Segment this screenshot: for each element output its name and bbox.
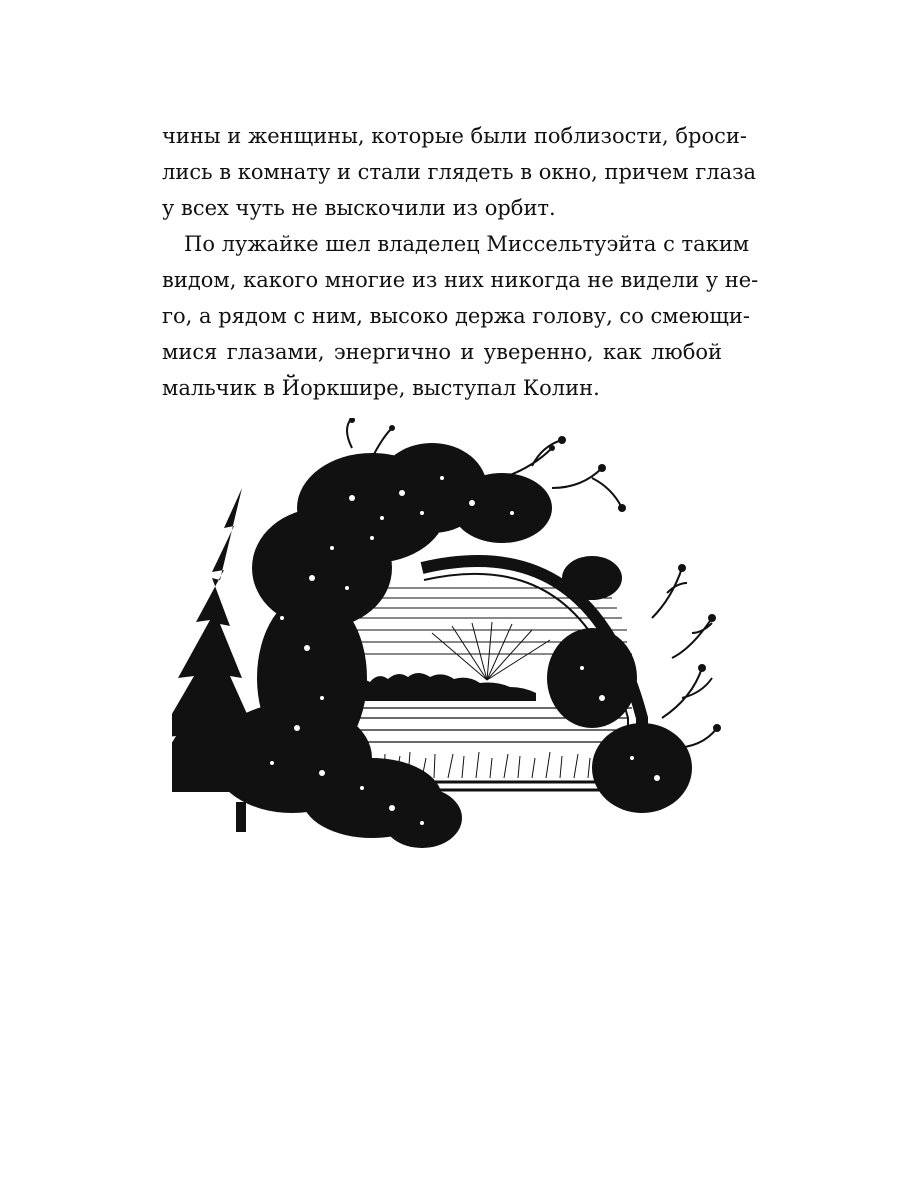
text-line: чины и женщины, которые были поблизости, броси- [162,124,747,148]
text-line: лись в комнату и стали глядеть в окно, причем глаза [162,160,757,184]
garden-arch-illustration [172,418,728,868]
paragraph-1 [162,118,757,226]
text-line: видом, какого многие из них никогда не видели у не- [162,268,759,292]
text-line: По лужайке шел владелец Миссельтуэйта с таким [184,232,750,256]
paragraph-2 [162,226,759,406]
text-line: у всех чуть не выскочили из орбит. [162,196,556,220]
text-line: мальчик в Йоркшире, выступал Колин. [162,376,600,400]
text-line: мися глазами, энергично и уверенно, как любой [162,340,722,364]
body-text [162,118,759,406]
text-line: го, а рядом с ним, высоко держа голову, со смеющи- [162,304,750,328]
